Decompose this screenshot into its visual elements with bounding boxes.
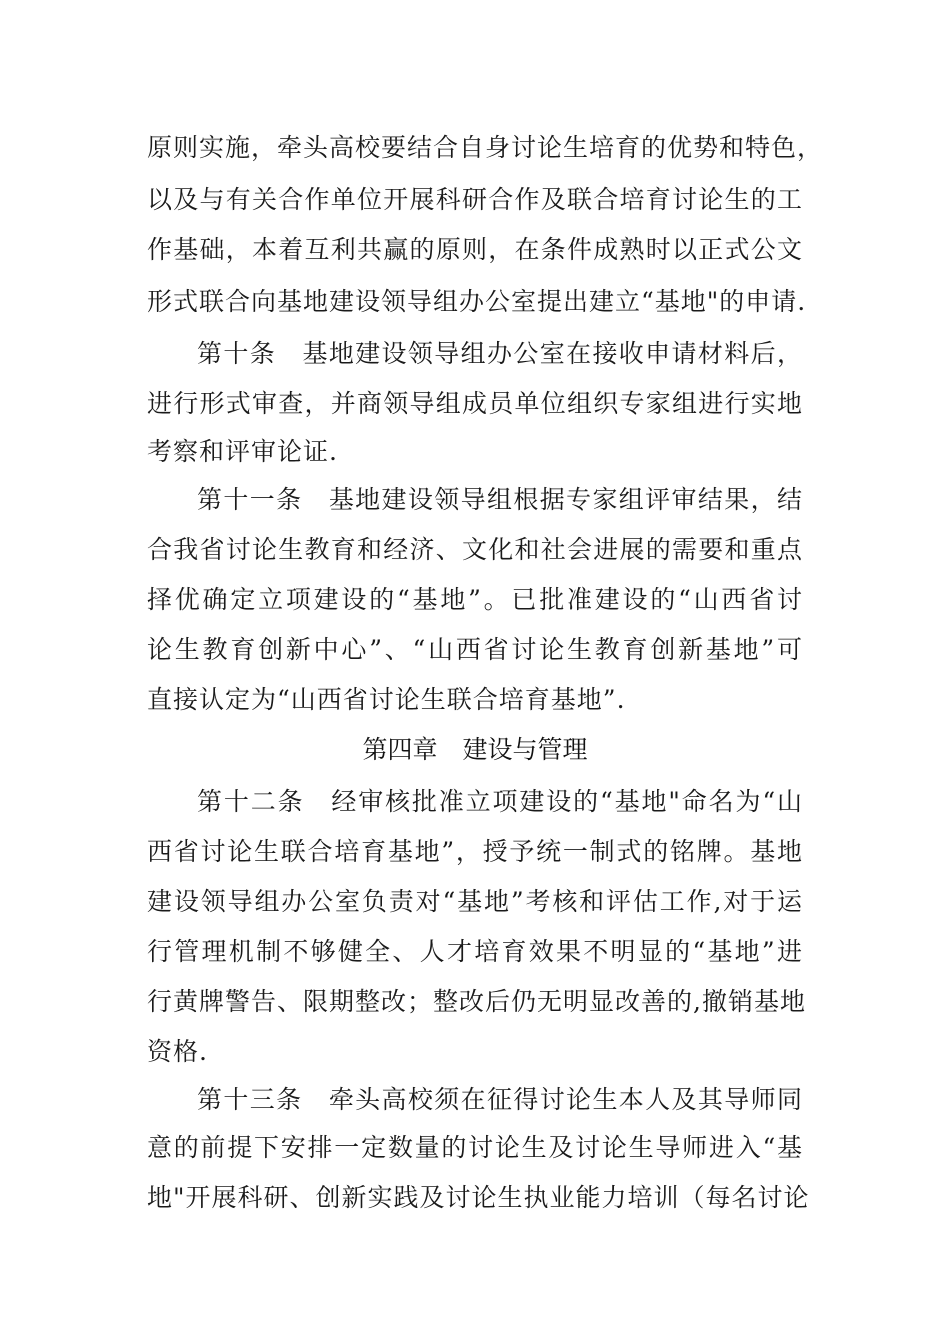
body-line: 合我省讨论生教育和经济、文化和社会进展的需要和重点: [147, 535, 803, 564]
body-line: 西省讨论生联合培育基地”，授予统一制式的铭牌。基地: [147, 837, 803, 866]
article-13-first-line: 第十三条 牵头高校须在征得讨论生本人及其导师同: [197, 1085, 803, 1114]
chapter-heading: 第四章 建设与管理: [362, 735, 588, 764]
body-line: 择优确定立项建设的“基地”。已批准建设的“山西省讨: [147, 585, 803, 614]
body-line: 地"开展科研、创新实践及讨论生执业能力培训（每名讨论: [147, 1183, 810, 1212]
body-line: 形式联合向基地建设领导组办公室提出建立“基地"的申请.: [147, 287, 807, 316]
body-line: 意的前提下安排一定数量的讨论生及讨论生导师进入“基: [147, 1133, 803, 1162]
body-line: 直接认定为“山西省讨论生联合培育基地”.: [147, 685, 626, 714]
body-line: 建设领导组办公室负责对“基地”考核和评估工作,对于运: [147, 887, 803, 916]
body-line: 行管理机制不够健全、人才培育效果不明显的“基地”进: [147, 937, 803, 966]
body-line: 行黄牌警告、限期整改；整改后仍无明显改善的,撤销基地: [147, 987, 806, 1016]
article-12-first-line: 第十二条 经审核批准立项建设的“基地"命名为“山: [197, 787, 803, 816]
body-line: 论生教育创新中心”、“山西省讨论生教育创新基地”可: [147, 635, 803, 664]
article-10-first-line: 第十条 基地建设领导组办公室在接收申请材料后，: [197, 339, 803, 368]
body-line: 资格.: [147, 1037, 208, 1066]
body-line: 考察和评审论证.: [147, 437, 338, 466]
body-line: 进行形式审查，并商领导组成员单位组织专家组进行实地: [147, 389, 803, 418]
body-line: 原则实施，牵头高校要结合自身讨论生培育的优势和特色，: [147, 133, 824, 162]
body-line: 作基础，本着互利共赢的原则，在条件成熟时以正式公文: [147, 235, 803, 264]
article-11-first-line: 第十一条 基地建设领导组根据专家组评审结果，结: [197, 485, 803, 514]
body-line: 以及与有关合作单位开展科研合作及联合培育讨论生的工: [147, 185, 803, 214]
